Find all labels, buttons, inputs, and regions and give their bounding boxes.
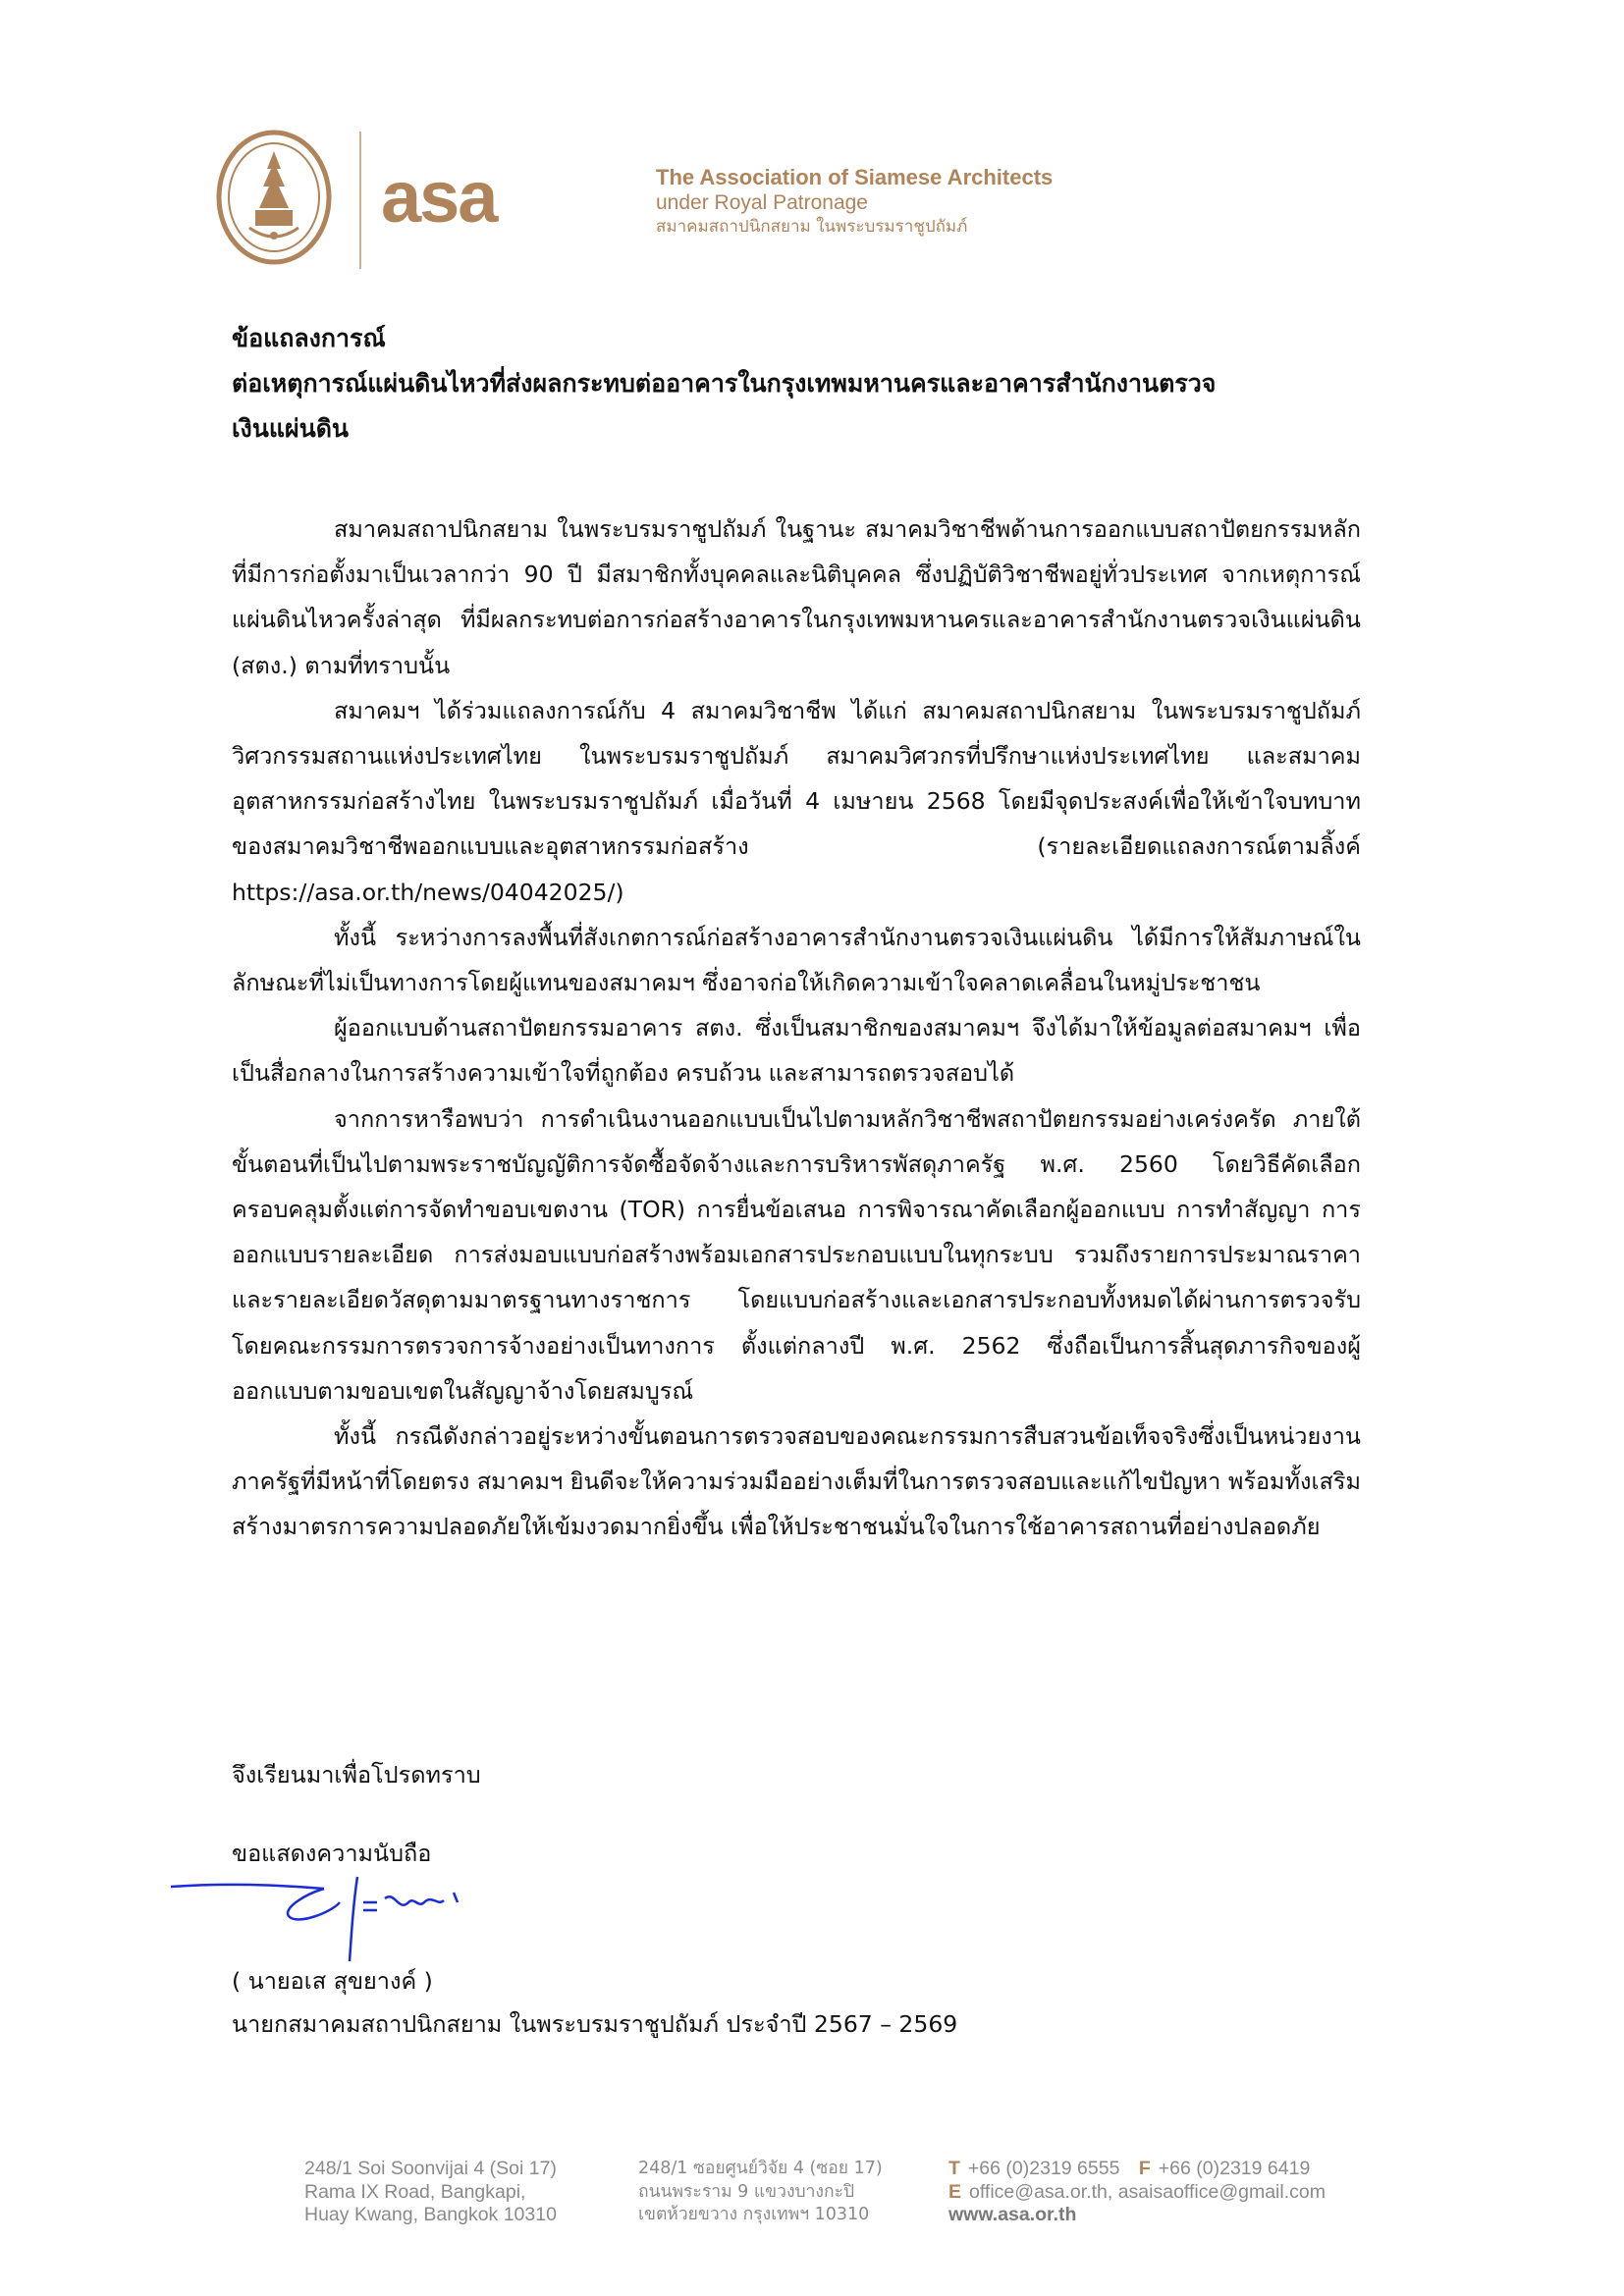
tel-number: +66 (0)2319 6555 — [967, 2158, 1120, 2179]
contact-email-line — [948, 2181, 1326, 2205]
address-en-line: Rama IX Road, Bangkapi, — [304, 2180, 526, 2203]
organization-name — [656, 165, 1053, 239]
footer-contact — [948, 2158, 1326, 2227]
address-th-line: 248/1 ซอยศูนย์วิจัย 4 (ซอย 17) — [638, 2159, 883, 2178]
address-th-line: เขตห้วยขวาง กรุงเทพฯ 10310 — [638, 2205, 870, 2224]
asa-royal-seal-logo — [216, 130, 332, 265]
footer-address-en — [304, 2158, 557, 2227]
paragraph-5: จากการหารือพบว่า การดำเนินงานออกแบบเป็นไปตามหลักวิชาชีพสถาปัตยกรรมอย่างเคร่งครัด ภายใต้ขั้นตอนที่เป็นไปตามพระราชบัญญัติการจัดซื้อจัดจ้างและการบริหารพัสดุภาครัฐ พ.ศ. 2560 โดยวิธีคัดเลือก ครอบคลุมตั้งแต่การจัดทำขอบเขตงาน (TOR) การยื่นข้อเสนอ การพิจารณาคัดเลือกผู้ออกแบบ การทำสัญญา การออกแบบรายละเอียด การส่งมอบแบบก่อสร้างพร้อมเอกสารประกอบแบบในทุกระบบ รวมถึงรายการประมาณราคา และรายละเอียดวัสดุตามมาตรฐานทางราชการ โดยแบบก่อสร้างและเอกสารประกอบทั้งหมดได้ผ่านการตรวจรับโดยคณะกรรมการตรวจการจ้างอย่างเป็นทางการ ตั้งแต่กลางปี พ.ศ. 2562 ซึ่งถือเป็นการสิ้นสุดภารกิจของผู้ออกแบบตามขอบเขตในสัญญาจ้างโดยสมบูรณ์ — [232, 1104, 1361, 1405]
fax-number: +66 (0)2319 6419 — [1158, 2158, 1311, 2179]
org-name-en-line1: The Association of Siamese Architects — [656, 165, 1054, 189]
regards-line: ขอแสดงความนับถือ — [232, 1840, 432, 1867]
title-line-1: ข้อแถลงการณ์ — [232, 324, 386, 352]
website-link[interactable]: www.asa.or.th — [948, 2204, 1077, 2225]
address-en-line: Huay Kwang, Bangkok 10310 — [304, 2204, 557, 2225]
org-name-th: สมาคมสถาปนิกสยาม ในพระบรมราชูปถัมภ์ — [656, 217, 968, 237]
contact-phone-line — [948, 2158, 1326, 2181]
footer-address-th — [638, 2158, 883, 2227]
paragraph-2: สมาคมฯ ได้ร่วมแถลงการณ์กับ 4 สมาคมวิชาชีพ ได้แก่ สมาคมสถาปนิกสยาม ในพระบรมราชูปถัมภ์ วิศวกรรมสถานแห่งประเทศไทย ในพระบรมราชูปถัมภ์ สมาคมวิศวกรที่ปรึกษาแห่งประเทศไทย และสมาคมอุตสาหกรรมก่อสร้างไทย ในพระบรมราชูปถัมภ์ เมื่อวันที่ 4 เมษายน 2568 โดยมีจุดประสงค์เพื่อให้เข้าใจบทบาทของสมาคมวิชาชีพออกแบบและอุตสาหกรรมก่อสร้าง (รายละเอียดแถลงการณ์ตามลิ้งค์ https://asa.or.th/news/04042025/) — [232, 696, 1361, 906]
signer-position: นายกสมาคมสถาปนิกสยาม ในพระบรมราชูปถัมภ์ ประจำปี 2567 – 2569 — [232, 2010, 958, 2038]
paragraph-3: ทั้งนี้ ระหว่างการลงพื้นที่สังเกตการณ์ก่อสร้างอาคารสำนักงานตรวจเงินแผ่นดิน ได้มีการให้สัมภาษณ์ในลักษณะที่ไม่เป็นทางการโดยผู้แทนของสมาคมฯ ซึ่งอาจก่อให้เกิดความเข้าใจคลาดเคลื่อนในหมู่ประชาชน — [232, 923, 1361, 997]
statement-title — [232, 316, 1371, 452]
handwritten-signature — [167, 1873, 491, 1967]
paragraph-4: ผู้ออกแบบด้านสถาปัตยกรรมอาคาร สตง. ซึ่งเป็นสมาชิกของสมาคมฯ จึงได้มาให้ข้อมูลต่อสมาคมฯ เพื่อเป็นสื่อกลางในการสร้างความเข้าใจที่ถูกต้อง ครบถ้วน และสามารถตรวจสอบได้ — [232, 1014, 1361, 1088]
fax-label: F — [1138, 2158, 1151, 2179]
email-label: E — [948, 2180, 962, 2203]
paragraph-6: ทั้งนี้ กรณีดังกล่าวอยู่ระหว่างขั้นตอนการตรวจสอบของคณะกรรมการสืบสวนข้อเท็จจริงซึ่งเป็นหน่วยงานภาครัฐที่มีหน้าที่โดยตรง สมาคมฯ ยินดีจะให้ความร่วมมืออย่างเต็มที่ในการตรวจสอบและแก้ไขปัญหา พร้อมทั้งเสริมสร้างมาตรการความปลอดภัยให้เข้มงวดมากยิ่งขึ้น เพื่อให้ประชาชนมั่นใจในการใช้อาคารสถานที่อย่างปลอดภัย — [232, 1422, 1361, 1541]
signer-name: ( นายอเส สุขยางค์ ) — [232, 1967, 433, 1995]
paragraph-1: สมาคมสถาปนิกสยาม ในพระบรมราชูปถัมภ์ ในฐานะ สมาคมวิชาชีพด้านการออกแบบสถาปัตยกรรมหลัก ที่มีการก่อตั้งมาเป็นเวลากว่า 90 ปี มีสมาชิกทั้งบุคคลและนิติบุคคล ซึ่งปฏิบัติวิชาชีพอยู่ทั่วประเทศ จากเหตุการณ์แผ่นดินไหวครั้งล่าสุด ที่มีผลกระทบต่อการก่อสร้างอาคารในกรุงเทพมหานครและอาคารสำนักงานตรวจเงินแผ่นดิน (สตง.) ตามที่ทราบนั้น — [232, 515, 1361, 679]
org-name-en-line2: under Royal Patronage — [656, 191, 868, 214]
closing-line: จึงเรียนมาเพื่อโปรดทราบ — [232, 1761, 481, 1789]
header-divider — [359, 132, 361, 269]
tel-label: T — [948, 2158, 960, 2179]
svg-text:asa: asa — [381, 167, 497, 230]
title-line-3: เงินแผ่นดิน — [232, 414, 350, 443]
address-en-line: 248/1 Soi Soonvijai 4 (Soi 17) — [304, 2158, 557, 2179]
email-address[interactable]: office@asa.or.th, asaisaoffice@gmail.com — [969, 2180, 1326, 2203]
asa-wordmark-logo — [381, 167, 573, 230]
title-line-2: ต่อเหตุการณ์แผ่นดินไหวที่ส่งผลกระทบต่ออาคารในกรุงเทพมหานครและอาคารสำนักงานตรวจ — [232, 369, 1217, 398]
statement-body — [232, 507, 1361, 1550]
address-th-line: ถนนพระราม 9 แขวงบางกะปิ — [638, 2181, 855, 2202]
